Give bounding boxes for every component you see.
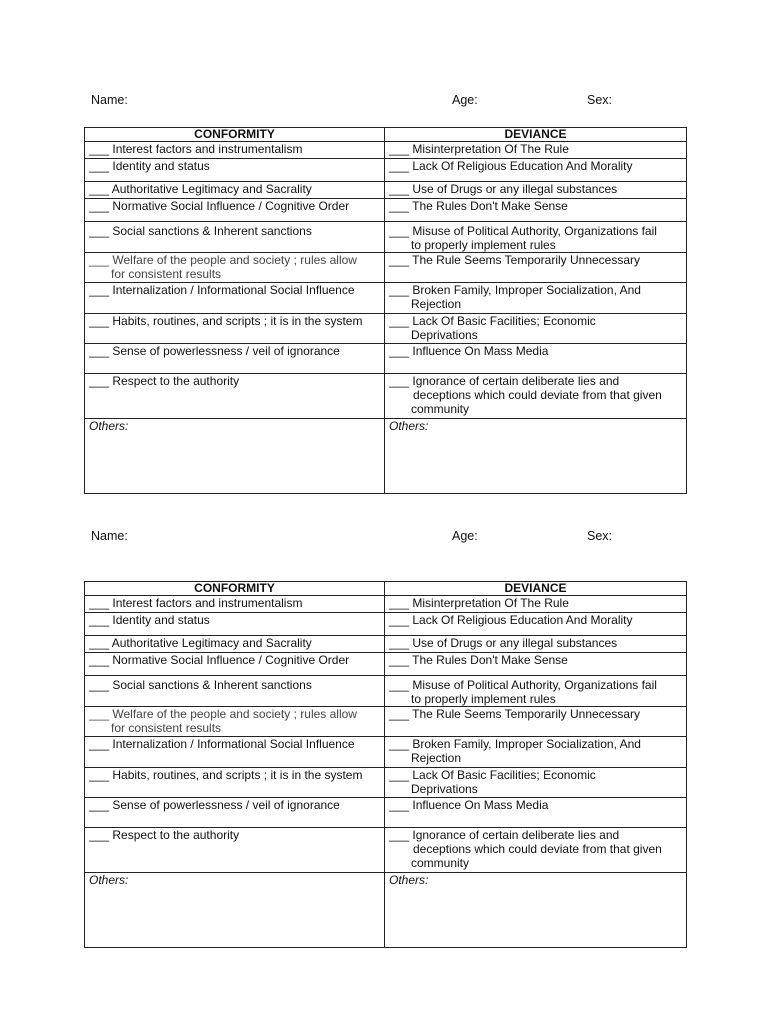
table-row: [85, 253, 687, 283]
table-row: [85, 613, 687, 636]
deviance-cell[interactable]: ___ The Rule Seems Temporarily Unnecessary: [385, 707, 687, 737]
deviance-cell[interactable]: ___ Broken Family, Improper Socialization, And Rejection: [385, 737, 687, 768]
deviance-cell[interactable]: ___ Misuse of Political Authority, Organizations fail to properly implement rules: [385, 222, 687, 253]
deviance-cell[interactable]: ___ Lack Of Basic Facilities; Economic Deprivations: [385, 314, 687, 344]
conformity-cell[interactable]: ___ Normative Social Influence / Cognitive Order: [85, 653, 385, 676]
conformity-cell[interactable]: ___ Internalization / Informational Social Influence: [85, 737, 385, 768]
deviance-header: DEVIANCE: [385, 128, 687, 142]
conformity-cell[interactable]: ___ Internalization / Informational Social Influence: [85, 283, 385, 314]
conformity-cell[interactable]: ___ Normative Social Influence / Cognitive Order: [85, 199, 385, 222]
table-row: [85, 596, 687, 613]
table-row: [85, 707, 687, 737]
age-label: Age:: [452, 529, 478, 543]
others-row: [85, 419, 687, 494]
age-label: Age:: [452, 93, 478, 107]
conformity-cell[interactable]: ___ Identity and status: [85, 613, 385, 636]
conformity-others-cell[interactable]: Others:: [85, 873, 385, 948]
table-row: [85, 653, 687, 676]
table-row: [85, 283, 687, 314]
conformity-header: CONFORMITY: [85, 128, 385, 142]
table-row: [85, 798, 687, 828]
deviance-cell[interactable]: ___ The Rule Seems Temporarily Unnecessary: [385, 253, 687, 283]
conformity-cell[interactable]: ___ Authoritative Legitimacy and Sacrality: [85, 636, 385, 653]
table-row: [85, 344, 687, 374]
name-label: Name:: [91, 93, 128, 107]
conformity-cell[interactable]: ___ Respect to the authority: [85, 828, 385, 873]
table-row: [85, 737, 687, 768]
survey-table-2: [84, 581, 687, 948]
conformity-cell[interactable]: ___ Authoritative Legitimacy and Sacrality: [85, 182, 385, 199]
conformity-cell[interactable]: ___ Habits, routines, and scripts ; it is in the system: [85, 314, 385, 344]
deviance-header: DEVIANCE: [385, 582, 687, 596]
table-row: [85, 374, 687, 419]
deviance-cell[interactable]: ___ Lack Of Religious Education And Morality: [385, 159, 687, 182]
deviance-cell[interactable]: ___ The Rules Don't Make Sense: [385, 199, 687, 222]
form-header-2: [0, 529, 768, 545]
conformity-others-cell[interactable]: Others:: [85, 419, 385, 494]
conformity-cell[interactable]: ___ Respect to the authority: [85, 374, 385, 419]
table-row: [85, 676, 687, 707]
conformity-header: CONFORMITY: [85, 582, 385, 596]
survey-table-1: [84, 127, 687, 494]
table-row: [85, 182, 687, 199]
deviance-cell[interactable]: ___ Lack Of Religious Education And Morality: [385, 613, 687, 636]
table-row: [85, 314, 687, 344]
deviance-cell[interactable]: ___ Ignorance of certain deliberate lies and deceptions which could deviate from that given community: [385, 374, 687, 419]
deviance-others-cell[interactable]: Others:: [385, 419, 687, 494]
deviance-others-cell[interactable]: Others:: [385, 873, 687, 948]
table-row: [85, 142, 687, 159]
table-row: [85, 199, 687, 222]
conformity-cell[interactable]: ___ Sense of powerlessness / veil of ignorance: [85, 798, 385, 828]
deviance-cell[interactable]: ___ Lack Of Basic Facilities; Economic Deprivations: [385, 768, 687, 798]
deviance-cell[interactable]: ___ Influence On Mass Media: [385, 798, 687, 828]
sex-label: Sex:: [587, 529, 613, 543]
table-row: [85, 768, 687, 798]
conformity-cell[interactable]: ___ Social sanctions & Inherent sanctions: [85, 676, 385, 707]
table-row: [85, 828, 687, 873]
conformity-cell[interactable]: ___ Interest factors and instrumentalism: [85, 142, 385, 159]
deviance-cell[interactable]: ___ Misuse of Political Authority, Organizations fail to properly implement rules: [385, 676, 687, 707]
name-label: Name:: [91, 529, 128, 543]
sex-label: Sex:: [587, 93, 613, 107]
deviance-cell[interactable]: ___ Use of Drugs or any illegal substances: [385, 182, 687, 199]
deviance-cell[interactable]: ___ Broken Family, Improper Socialization, And Rejection: [385, 283, 687, 314]
table-row: [85, 222, 687, 253]
conformity-cell[interactable]: ___ Sense of powerlessness / veil of ignorance: [85, 344, 385, 374]
others-row: [85, 873, 687, 948]
conformity-cell[interactable]: ___ Identity and status: [85, 159, 385, 182]
deviance-cell[interactable]: ___ Misinterpretation Of The Rule: [385, 142, 687, 159]
conformity-cell[interactable]: ___ Social sanctions & Inherent sanctions: [85, 222, 385, 253]
deviance-cell[interactable]: ___ Ignorance of certain deliberate lies and deceptions which could deviate from that given community: [385, 828, 687, 873]
conformity-cell[interactable]: ___ Welfare of the people and society ; rules allow for consistent results: [85, 253, 385, 283]
deviance-cell[interactable]: ___ Misinterpretation Of The Rule: [385, 596, 687, 613]
conformity-cell[interactable]: ___ Habits, routines, and scripts ; it is in the system: [85, 768, 385, 798]
form-header-1: [0, 93, 768, 109]
table-row: [85, 636, 687, 653]
deviance-cell[interactable]: ___ The Rules Don't Make Sense: [385, 653, 687, 676]
deviance-cell[interactable]: ___ Influence On Mass Media: [385, 344, 687, 374]
table-row: [85, 159, 687, 182]
conformity-cell[interactable]: ___ Interest factors and instrumentalism: [85, 596, 385, 613]
deviance-cell[interactable]: ___ Use of Drugs or any illegal substances: [385, 636, 687, 653]
conformity-cell[interactable]: ___ Welfare of the people and society ; rules allow for consistent results: [85, 707, 385, 737]
